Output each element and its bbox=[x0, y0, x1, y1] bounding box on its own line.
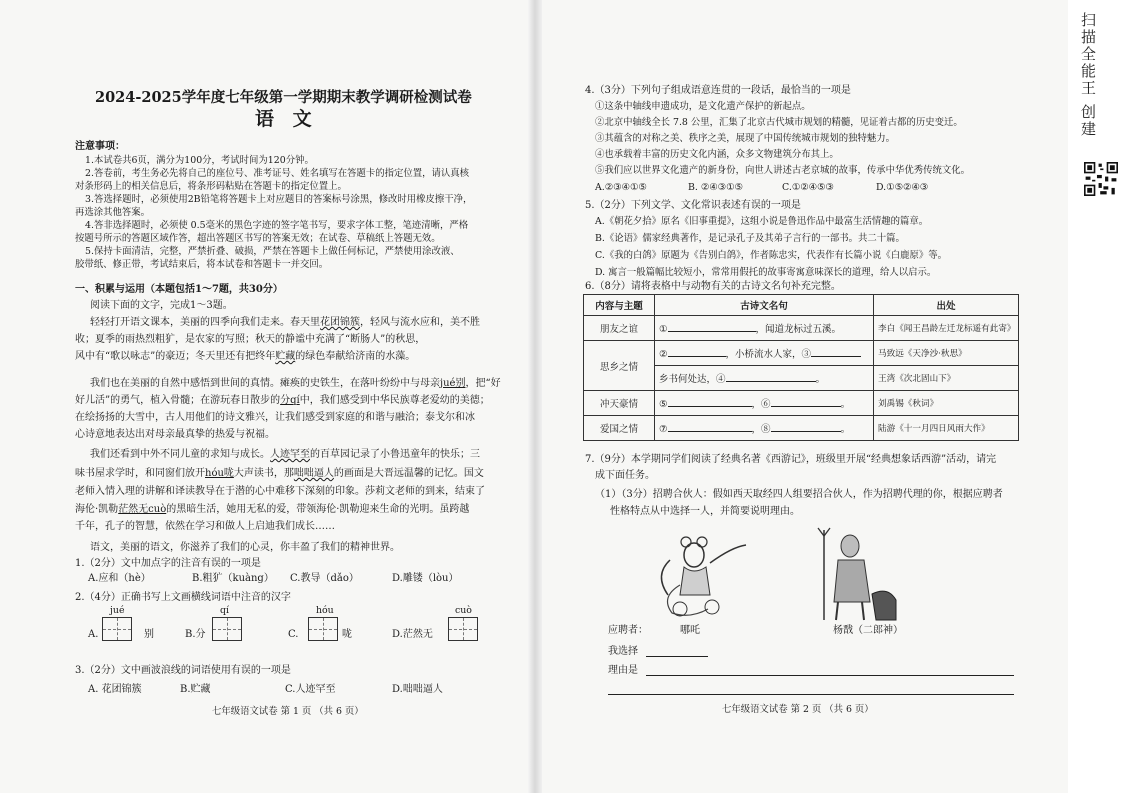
q5-option-a[interactable]: A.《朝花夕拾》原名《旧事重提》，这组小说是鲁迅作品中最富生活情趣的篇章。 bbox=[595, 216, 929, 227]
answer-blank[interactable] bbox=[668, 321, 756, 332]
table-header: 出处 bbox=[874, 295, 1019, 316]
q2-item-d-letter: D.茫然无 bbox=[392, 629, 433, 640]
q4-line: ④也承载着丰富的历史文化内涵，众多文物建筑分布其上。 bbox=[595, 149, 839, 160]
answer-blank[interactable] bbox=[811, 346, 861, 357]
underlined-word: 咄咄逼人 bbox=[293, 468, 334, 479]
q4-line: ③其蕴含的对称之美、秩序之美，展现了中国传统城市规划的独特魅力。 bbox=[595, 133, 896, 144]
reason-label: 理由是 bbox=[608, 665, 638, 676]
q5-option-c[interactable]: C.《我的白鸽》原题为《告别白鸽》，作者陈忠实，代表作有长篇小说《白鹿原》等。 bbox=[595, 250, 948, 261]
q2-item-b-letter: B.分 bbox=[185, 629, 206, 640]
verse-cell: 乡书何处达，④ 。 bbox=[655, 366, 874, 391]
passage-line: 味书屋求学时，和同窗们放开hóu咙大声读书，那咄咄逼人的画面是大晋远温馨的记忆。国文 bbox=[75, 468, 484, 479]
q3-option-b[interactable]: B.贮藏 bbox=[180, 684, 211, 695]
q4-line: ⑤我们应以世界文化遗产的新身份，向世人讲述古老京城的故事，传承中华优秀传统文化。 bbox=[595, 165, 971, 176]
passage-line: 好儿活”的勇气，植入骨髓；在游玩春日散步的分qí中，我们感受到中华民族尊老爱幼的美德； bbox=[75, 395, 490, 406]
table-header: 古诗文名句 bbox=[655, 295, 874, 316]
answer-blank[interactable] bbox=[668, 421, 752, 432]
underlined-word: jué别 bbox=[440, 378, 466, 389]
verse-cell: ② ，小桥流水人家，③ bbox=[655, 341, 874, 366]
nezha-illustration bbox=[650, 525, 750, 620]
underlined-word: 茫然无cuò bbox=[118, 504, 167, 515]
passage-line: 我们还看到中外不同儿童的求知与成长。人迹罕至的百草园记录了小鲁迅童年的快乐；三 bbox=[90, 449, 480, 460]
table-row bbox=[584, 316, 1019, 341]
passage-line: 千年，孔子的智慧，依然在学习和做人上启迪我们成长…… bbox=[75, 521, 335, 532]
source-cell: 李白《闻王昌龄左迁龙标遥有此寄》 bbox=[874, 316, 1019, 341]
underlined-word: 花团锦簇 bbox=[320, 317, 360, 328]
verse-cell: ⑦ ，⑧ 。 bbox=[655, 416, 874, 441]
note-line: 3.答选择题时，必须使用2B铅笔将答题卡上对应题目的答案标号涂黑，修改时用橡皮擦干净， bbox=[85, 194, 473, 205]
q6-stem: 6.（8分）请将表格中与动物有关的古诗文名句补充完整。 bbox=[585, 281, 841, 292]
footer-right: 七年级语文试卷 第 2 页 （共 6 页） bbox=[722, 704, 874, 715]
q3-option-a[interactable]: A. 花团锦簇 bbox=[88, 684, 142, 695]
q1-stem: 1.（2分）文中加点字的注音有误的一项是 bbox=[75, 558, 261, 569]
q5-stem: 5.（2分）下列文学、文化常识表述有误的一项是 bbox=[585, 200, 801, 211]
table-header-row bbox=[584, 295, 1019, 316]
q2-pinyin-d: cuò bbox=[455, 605, 472, 616]
underlined-word: hóu咙 bbox=[205, 468, 234, 479]
source-cell: 陆游《十一月四日风雨大作》 bbox=[874, 416, 1019, 441]
note-line: 1.本试卷共6页，满分为100分，考试时间为120分钟。 bbox=[85, 155, 314, 166]
choose-label: 我选择 bbox=[608, 646, 638, 657]
q2-item-a-letter: A. bbox=[88, 629, 99, 640]
applicant-yangjian: 杨戬（二郎神） bbox=[833, 625, 903, 636]
passage-line: 在绘扬扬的大雪中，古人用他们的诗文雅兴，让我们感受到家庭的和谐与融洽；泰戈尔和冰 bbox=[75, 412, 475, 423]
answer-blank[interactable] bbox=[771, 421, 841, 432]
answer-grid-a[interactable] bbox=[102, 617, 132, 641]
underlined-word: 人迹罕至 bbox=[270, 449, 310, 460]
q2-item-a-text: 别 bbox=[144, 629, 154, 640]
q4-option-a[interactable]: A.②③④①⑤ bbox=[595, 182, 647, 193]
answer-grid-d[interactable] bbox=[448, 617, 478, 641]
exam-title: 2024-2025学年度七年级第一学期期末教学调研检测试卷 bbox=[95, 89, 472, 106]
answer-blank[interactable] bbox=[726, 371, 816, 382]
q2-stem: 2.（4分）正确书写上文画横线词语中注音的汉字 bbox=[75, 592, 291, 603]
q1-option-b[interactable]: B.粗犷（kuàng） bbox=[192, 573, 274, 584]
verse-cell: ① ，闻道龙标过五溪。 bbox=[655, 316, 874, 341]
choice-input[interactable] bbox=[646, 656, 708, 657]
q1-option-c[interactable]: C.教导（dǎo） bbox=[290, 573, 359, 584]
topic-cell: 朋友之谊 bbox=[584, 316, 655, 341]
passage-line: 风中有“歌以咏志”的豪迈；冬天里还有把终年贮藏的绿色奉献给济南的水藻。 bbox=[75, 351, 416, 362]
table-row bbox=[584, 391, 1019, 416]
q2-item-c-letter: C. bbox=[288, 629, 299, 640]
q3-option-d[interactable]: D.咄咄逼人 bbox=[392, 684, 443, 695]
q5-option-b[interactable]: B.《论语》儒家经典著作，是记录孔子及其弟子言行的一部书。共二十篇。 bbox=[595, 233, 905, 244]
q2-pinyin-c: hóu bbox=[316, 605, 334, 616]
answer-blank[interactable] bbox=[771, 396, 841, 407]
q3-option-c[interactable]: C.人迹罕至 bbox=[285, 684, 336, 695]
answer-blank[interactable] bbox=[668, 396, 752, 407]
passage-line: 轻轻打开语文课本，美丽的四季向我们走来。春天里花团锦簇，轻风与流水应和，美不胜 bbox=[90, 317, 480, 328]
note-line: 2.答卷前，考生务必先将自己的座位号、准考证号、姓名填写在答题卡的指定位置，请认真核 bbox=[85, 168, 469, 179]
q7-sub-cont: 性格特点从中选择一人，并简要说明理由。 bbox=[610, 506, 800, 517]
answer-grid-b[interactable] bbox=[212, 617, 242, 641]
q7-stem-cont: 成下面任务。 bbox=[595, 470, 655, 481]
note-line: 对条形码上的相关信息后，将条形码粘贴在答题卡的指定位置上。 bbox=[75, 181, 347, 192]
qr-code-icon[interactable] bbox=[1084, 162, 1118, 196]
footer-left: 七年级语文试卷 第 1 页 （共 6 页） bbox=[212, 706, 364, 717]
note-line: 4.答非选择题时，必须使 0.5毫米的黑色字迹的签字笔书写，要求字体工整，笔迹清晰，严格 bbox=[85, 220, 469, 231]
page-gutter bbox=[528, 0, 542, 793]
underlined-word: 分qí bbox=[280, 395, 300, 406]
note-line: 按题号所示的答题区域作答，超出答题区书写的答案无效；在试卷、草稿纸上答题无效。 bbox=[75, 233, 441, 244]
passage-line: 我们也在美丽的自然中感悟到世间的真情。瘫痪的史铁生，在落叶纷纷中与母亲jué别，把“好 bbox=[90, 378, 501, 389]
q4-line: ①这条中轴线申遗成功，是文化遗产保护的新起点。 bbox=[595, 101, 811, 112]
passage-line: 语文，美丽的语文，你滋养了我们的心灵，你丰盈了我们的精神世界。 bbox=[90, 542, 400, 553]
q1-option-d[interactable]: D.雕镂（lòu） bbox=[392, 573, 459, 584]
subject-title: 语 文 bbox=[255, 108, 318, 130]
passage-intro: 阅读下面的文字，完成1～3题。 bbox=[90, 300, 233, 311]
reason-input-line[interactable] bbox=[646, 675, 1014, 676]
passage-line: 心诗意地表达出对母亲最真挚的热爱与祝福。 bbox=[75, 429, 275, 440]
passage-line: 老师入情入理的讲解和译读教导在于潜的心中难移下深刻的印象。莎莉文老师的到来，结束了 bbox=[75, 486, 485, 497]
topic-cell: 思乡之情 bbox=[584, 341, 655, 391]
q2-pinyin-a: jué bbox=[110, 605, 125, 616]
section1-heading: 一、积累与运用（本题包括1～7题，共30分） bbox=[75, 284, 283, 295]
notes-heading: 注意事项： bbox=[75, 141, 125, 152]
q2-item-c-text: 咙 bbox=[342, 629, 352, 640]
passage-line: 收；夏季的雨热烈粗犷，是农家的写照；秋天的静谧中充满了“断肠人”的秋思， bbox=[75, 334, 426, 345]
source-cell: 马致远《天净沙·秋思》 bbox=[874, 341, 1019, 366]
applicant-nezha: 哪吒 bbox=[680, 625, 700, 636]
yangjian-illustration bbox=[812, 524, 902, 624]
table-row bbox=[584, 416, 1019, 441]
q7-sub: （1）（3分）招聘合伙人：假如西天取经四人组要招合伙人，作为招聘代理的你，根据应聘者 bbox=[595, 489, 1003, 500]
table-row bbox=[584, 341, 1019, 366]
underlined-word: 贮藏 bbox=[275, 351, 296, 362]
q1-option-a[interactable]: A.应和（hè） bbox=[88, 573, 151, 584]
source-cell: 刘禹锡《秋词》 bbox=[874, 391, 1019, 416]
q5-option-d[interactable]: D. 寓言一般篇幅比较短小，常常用假托的故事寄寓意味深长的道理，给人以启示。 bbox=[595, 267, 937, 278]
poem-table bbox=[583, 294, 1019, 441]
applicant-label: 应聘者： bbox=[608, 625, 648, 636]
verse-cell: ⑤ ，⑥ 。 bbox=[655, 391, 874, 416]
q4-stem: 4.（3分）下列句子组成语意连贯的一段话，最恰当的一项是 bbox=[585, 85, 851, 96]
note-line: 5.保持卡面清洁，完整，严禁折叠、破损，严禁在答题卡上做任何标记，严禁使用涂改液、 bbox=[85, 246, 460, 257]
watermark-text: 扫描全能王 创建 bbox=[1079, 12, 1097, 138]
note-line: 胶带纸、修正带，考试结束后，将本试卷和答题卡一并交回。 bbox=[75, 259, 329, 270]
passage-line: 海伦·凯勒茫然无cuò的黑暗生活，她用无私的爱，带领海伦·凯勒迎来生命的光明。虽跨越 bbox=[75, 504, 470, 515]
q3-stem: 3.（2分）文中画波浪线的词语使用有误的一项是 bbox=[75, 665, 291, 676]
topic-cell: 爱国之情 bbox=[584, 416, 655, 441]
topic-cell: 冲天豪情 bbox=[584, 391, 655, 416]
q4-option-d[interactable]: D.①⑤②④③ bbox=[876, 182, 929, 193]
table-header: 内容与主题 bbox=[584, 295, 655, 316]
q4-option-b[interactable]: B. ②④③①⑤ bbox=[688, 182, 743, 193]
reason-input-line[interactable] bbox=[608, 694, 1014, 695]
note-line: 再选涂其他答案。 bbox=[75, 207, 151, 218]
answer-blank[interactable] bbox=[668, 346, 726, 357]
answer-grid-c[interactable] bbox=[308, 617, 338, 641]
source-cell: 王湾《次北固山下》 bbox=[874, 366, 1019, 391]
q2-pinyin-b: qí bbox=[220, 605, 229, 616]
q7-stem: 7.（9分）本学期同学们阅读了经典名著《西游记》，班级里开展“经典想象话西游”活动，请完 bbox=[585, 454, 997, 465]
q4-line: ②北京中轴线全长 7.8 公里，汇集了北京古代城市规划的精髓，见证着古都的历史变迁。 bbox=[595, 117, 963, 128]
q4-option-c[interactable]: C.①②④⑤③ bbox=[782, 182, 834, 193]
